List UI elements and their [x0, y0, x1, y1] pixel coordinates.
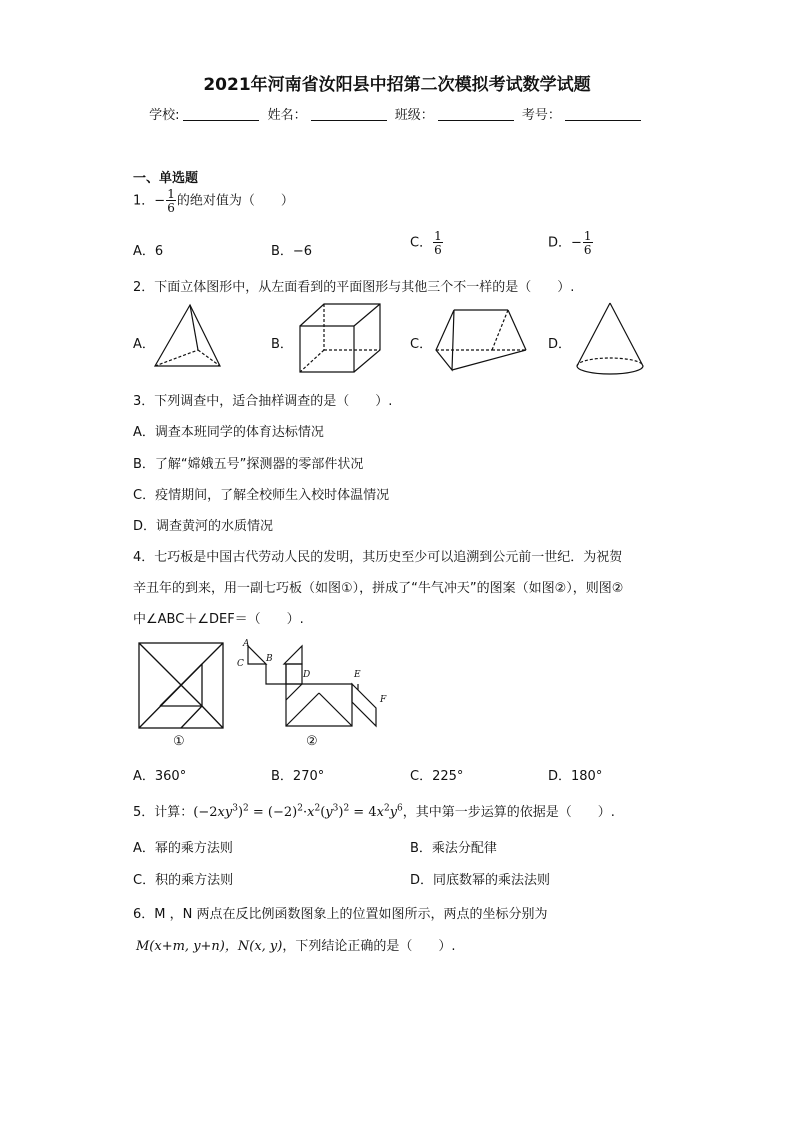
q5-prefix: 5．计算：	[133, 805, 194, 820]
q1-d-den: 6	[583, 243, 592, 257]
pyramid-figure	[150, 302, 230, 377]
q5-option-d[interactable]: D．同底数幂的乘法法则	[410, 873, 551, 888]
point-b-label: B	[266, 654, 273, 664]
question-6-line-1: 6．M ，N 两点在反比例函数图象上的位置如图所示，两点的坐标分别为	[133, 907, 548, 922]
name-label: 姓名：	[267, 108, 307, 123]
q1-d-label: D．	[548, 235, 572, 251]
q4-option-a[interactable]: A．360°	[133, 769, 187, 784]
q6-line2-text: ，下列结论正确的是（ ）.	[282, 939, 456, 954]
class-label: 班级：	[394, 108, 434, 123]
question-5	[133, 801, 615, 820]
q3-option-a[interactable]: A．调查本班同学的体育达标情况	[133, 425, 324, 440]
q1-fraction	[166, 188, 176, 214]
figure-2-label: ②	[306, 734, 318, 749]
question-4-line-2: 辛丑年的到来，用一副七巧板（如图①），拼成了“牛气冲天”的图案（如图②），则图②	[133, 581, 624, 596]
class-blank[interactable]	[438, 106, 514, 121]
question-6-line-2	[136, 935, 455, 954]
q1-d-num: 1	[583, 229, 592, 243]
q1-number: 1．	[133, 193, 155, 209]
point-c-label: C	[237, 659, 244, 669]
cone-figure	[573, 300, 647, 382]
q3-option-d[interactable]: D．调查黄河的水质情况	[133, 519, 274, 534]
q5-suffix: ，其中第一步运算的依据是（ ）.	[402, 805, 615, 820]
tangram-ox-figure	[236, 640, 396, 740]
question-2: 2．下面立体图形中，从左面看到的平面图形与其他三个不一样的是（ ）.	[133, 280, 575, 295]
q5-option-a[interactable]: A．幂的乘方法则	[133, 841, 233, 856]
section-heading: 一、单选题	[133, 171, 199, 186]
q4-option-b[interactable]: B．270°	[271, 769, 325, 784]
q1-d-fraction	[583, 230, 593, 256]
q6-coordinates: M(x+m, y+n)，N(x, y)	[136, 939, 283, 954]
q1-c-label: C．	[410, 235, 433, 251]
question-4-line-3: 中∠ABC＋∠DEF＝（ ）.	[133, 612, 304, 627]
name-blank[interactable]	[311, 106, 387, 121]
number-blank[interactable]	[565, 106, 641, 121]
cuboid-figure	[296, 300, 386, 378]
figure-1-label: ①	[173, 734, 185, 749]
q5-formula: $(-2xy^3)^2 = (-2)^2\cdot x^2(y^3)^2 = 4x^2y^6$	[193, 803, 403, 820]
q2-option-a[interactable]: A．	[133, 337, 155, 352]
q4-option-c[interactable]: C．225°	[410, 769, 464, 784]
question-1	[133, 188, 294, 214]
point-a-label: A	[243, 639, 250, 649]
q4-option-d[interactable]: D．180°	[548, 769, 603, 784]
q3-option-b[interactable]: B．了解“嫦娥五号”探测器的零部件状况	[133, 457, 364, 472]
q1-option-b[interactable]: B．−6	[271, 244, 313, 259]
q2-option-b[interactable]: B．	[271, 337, 293, 352]
q1-c-num: 1	[434, 229, 442, 243]
student-info-line	[0, 104, 794, 123]
q5-option-b[interactable]: B．乘法分配律	[410, 841, 497, 856]
question-3: 3．下列调查中，适合抽样调查的是（ ）.	[133, 394, 393, 409]
q1-option-d[interactable]	[548, 230, 594, 256]
point-d-label: D	[303, 670, 311, 680]
number-label: 考号：	[521, 108, 561, 123]
point-e-label: E	[354, 670, 361, 680]
school-blank[interactable]	[183, 106, 259, 121]
q1-frac-num: 1	[167, 187, 175, 201]
q1-text: 的绝对值为（ ）	[176, 193, 294, 209]
q1-c-den: 6	[434, 243, 442, 257]
q1-c-fraction	[433, 230, 443, 256]
q1-option-a[interactable]: A．6	[133, 244, 164, 259]
q1-option-c[interactable]	[410, 230, 444, 256]
triangular-prism-figure	[432, 306, 532, 376]
q3-option-c[interactable]: C．疫情期间，了解全校师生入校时体温情况	[133, 488, 390, 503]
q2-option-d[interactable]: D．	[548, 337, 572, 352]
question-4-line-1: 4．七巧板是中国古代劳动人民的发明，其历史至少可以追溯到公元前一世纪．为祝贺	[133, 550, 623, 565]
q2-option-c[interactable]: C．	[410, 337, 433, 352]
school-label: 学校:	[149, 108, 180, 123]
point-f-label: F	[380, 695, 387, 705]
q5-option-c[interactable]: C．积的乘方法则	[133, 873, 234, 888]
tangram-square-figure	[138, 642, 224, 730]
q1-d-minus: −	[571, 235, 582, 251]
q1-frac-den: 6	[167, 201, 175, 215]
page-title: 2021年河南省汝阳县中招第二次模拟考试数学试题	[203, 75, 591, 95]
q1-minus: −	[154, 193, 166, 209]
